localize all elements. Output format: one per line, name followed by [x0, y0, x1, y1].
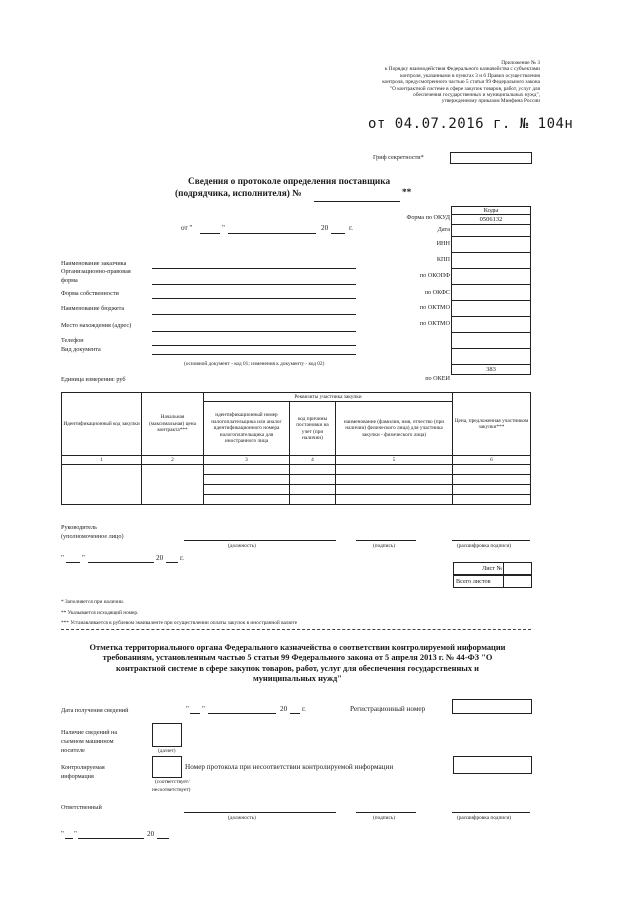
decode-field[interactable] — [452, 540, 530, 541]
resp-decode-field[interactable] — [452, 812, 530, 813]
date-code-cell[interactable] — [452, 225, 531, 237]
col-inn: идентификационный номер налогоплательщика или аналог идентификационного номера налогоплательщика для иностранного лица — [204, 402, 290, 456]
col-num: 3 — [204, 456, 290, 465]
okud-label: Форма по ОКУД — [406, 214, 450, 221]
sheets-total-field[interactable] — [503, 575, 532, 588]
date-received-label: Дата получения сведений — [61, 707, 129, 714]
okud-value[interactable]: 0506132 — [452, 215, 531, 225]
received-year-g: г. — [302, 705, 306, 713]
table-cell[interactable] — [290, 465, 336, 475]
appendix-line: "О контрактной системе в сфере закупок товаров, работ, услуг для — [389, 85, 540, 92]
doc-type-cell[interactable] — [452, 333, 531, 349]
protocol-number-box[interactable] — [453, 756, 532, 774]
treasury-title — [61, 643, 534, 684]
col-num: 1 — [62, 456, 142, 465]
resp-year-field[interactable] — [157, 838, 169, 839]
treasury-title-line: требованиям, установленным частью 5 статьи 99 Федерального закона от 5 апреля 2013 г. № 44-ФЗ "О — [102, 653, 493, 663]
table-cell[interactable] — [290, 495, 336, 505]
participant-group-header: Реквизиты участника закупки — [204, 393, 453, 402]
resp-decode-caption: (расшифровка подписи) — [457, 815, 512, 821]
media-label-2: съемном машинном — [61, 738, 114, 745]
okfs-cell[interactable] — [452, 285, 531, 301]
opf-label-2: форма — [61, 277, 78, 284]
yes-no-caption: (да/нет) — [158, 748, 176, 754]
appendix-line: обеспечения государственных и муниципальных нужд", — [413, 92, 540, 99]
received-year-prefix: 20 — [280, 705, 288, 713]
order-stamp: от 04.07.2016 г. № 104н — [368, 116, 574, 132]
col-initial-price: Начальная (максимальная) цена контракта*** — [142, 393, 204, 456]
ownership-label: Форма собственности — [61, 290, 119, 297]
date-code-label: Дата — [437, 226, 450, 233]
opf-label-1: Организационно-правовая — [61, 268, 131, 275]
sheet-number-label: Лист № — [482, 565, 503, 572]
resp-day-field[interactable] — [65, 838, 73, 839]
footnote-1: * Заполняется при наличии. — [61, 599, 125, 605]
customer-field[interactable] — [152, 268, 356, 269]
inn-cell[interactable] — [452, 237, 531, 253]
table-cell[interactable] — [62, 465, 142, 505]
appendix-line: Приложение № 3 — [501, 60, 540, 66]
blank-cell[interactable] — [452, 349, 531, 365]
resp-position-field[interactable] — [184, 812, 336, 813]
date-g: г. — [349, 224, 353, 232]
treasury-title-line: муниципальных нужд" — [253, 673, 342, 683]
doc-type-field[interactable] — [152, 354, 356, 355]
sign-day-field[interactable] — [66, 562, 80, 563]
okei-label: по ОКЕИ — [425, 375, 450, 382]
protocol-number-field[interactable] — [314, 201, 400, 202]
received-quote-2: " — [202, 705, 205, 713]
media-field[interactable] — [152, 723, 182, 747]
received-month-field[interactable] — [208, 713, 276, 714]
col-kpp: код причины постановки на учет (при наличии) — [290, 402, 336, 456]
footnote-divider — [61, 629, 531, 630]
col-offered-price: Цена, предложенная участником закупки*** — [453, 393, 531, 456]
table-cell[interactable] — [336, 465, 453, 475]
location-field-2[interactable] — [152, 345, 356, 346]
phone-label: Телефон — [61, 337, 84, 344]
budget-label: Наименование бюджета — [61, 305, 125, 312]
table-cell[interactable] — [142, 465, 204, 505]
kpp-label: КПП — [436, 256, 450, 263]
table-cell[interactable] — [453, 485, 531, 495]
okfs-label: по ОКФС — [424, 289, 450, 296]
table-cell[interactable] — [290, 485, 336, 495]
doc-title-line1: Сведения о протоколе определения поставщика — [188, 177, 391, 187]
controlled-label-1: Контролируемая — [61, 764, 105, 771]
oktmo2-label: по ОКТМО — [419, 320, 450, 327]
resp-signature-field[interactable] — [356, 812, 416, 813]
decode-caption: (расшифровка подписи) — [457, 543, 512, 549]
secrecy-label: Гриф секретности* — [373, 154, 424, 161]
inn-label: ИНН — [436, 240, 450, 247]
location-field-1[interactable] — [152, 331, 356, 332]
sign-year-field[interactable] — [166, 562, 178, 563]
sign-year-prefix: 20 — [156, 554, 164, 562]
footnote-2: ** Указывается исходящий номер. — [61, 610, 139, 616]
kpp-cell[interactable] — [452, 253, 531, 269]
head-label-2: (уполномоченное лицо) — [61, 533, 124, 540]
treasury-title-line: Отметка территориального органа Федерального казначейства о соответствии контролируемой информации — [89, 643, 506, 652]
secrecy-field[interactable] — [450, 152, 532, 164]
col-num: 4 — [290, 456, 336, 465]
conform-caption-1: (соответствует/ — [155, 779, 190, 785]
table-cell[interactable] — [204, 495, 290, 505]
unit-label: Единица измерения: руб — [61, 376, 126, 383]
conformity-field[interactable] — [152, 756, 182, 778]
col-num: 6 — [453, 456, 531, 465]
table-cell[interactable] — [204, 475, 290, 485]
signature-field[interactable] — [356, 540, 416, 541]
ownership-field[interactable] — [152, 298, 356, 299]
resp-position-caption: (должность) — [228, 815, 256, 821]
media-label-3: носителе — [61, 747, 85, 754]
resp-date-quote-1: " — [61, 830, 64, 838]
date-from: от " — [181, 224, 193, 232]
treasury-title-line: контрактной системе в сфере закупок товаров, работ, услуг для обеспечения государственных и — [116, 663, 479, 673]
codes-table — [451, 206, 531, 375]
reg-number-field[interactable] — [452, 699, 532, 714]
position-field[interactable] — [184, 540, 336, 541]
location-label: Место нахождения (адрес) — [61, 322, 132, 329]
col-name: наименование (фамилия, имя, отчество (при наличии) физического лица) для участника закупки - физического лица) — [336, 402, 453, 456]
table-cell[interactable] — [204, 485, 290, 495]
oktmo1-label: по ОКТМО — [419, 304, 450, 311]
day-field[interactable] — [200, 233, 220, 234]
appendix-block — [330, 60, 540, 105]
title-stars: ** — [402, 188, 412, 198]
footnote-3: *** Устанавливается в рублевом эквиваленте при осуществлении оплаты закупок в иностранной валюте — [61, 620, 298, 626]
okei-value[interactable]: 383 — [452, 365, 531, 375]
sheets-total-label: Всего листов — [456, 578, 491, 585]
oktmo1-cell[interactable] — [452, 301, 531, 317]
okopf-cell[interactable] — [452, 269, 531, 285]
okopf-label: по ОКОПФ — [419, 272, 450, 279]
media-label-1: Наличие сведений на — [61, 729, 118, 736]
resp-date-quote-2: " — [74, 830, 77, 838]
sign-month-field[interactable] — [88, 562, 154, 563]
head-label-1: Руководитель — [61, 524, 97, 531]
appendix-line: утвержденному приказом Минфина России — [441, 98, 540, 105]
appendix-line: к Порядку взаимодействия Федерального казначейства с субъектами — [384, 66, 540, 73]
sign-caption: (подпись) — [373, 543, 395, 549]
month-field[interactable] — [228, 233, 316, 234]
date-year-prefix: 20 — [321, 224, 329, 232]
col-num: 5 — [336, 456, 453, 465]
sign-date-quote-2: " — [82, 554, 85, 562]
doc-type-label: Вид документа — [61, 346, 101, 353]
table-cell[interactable] — [204, 465, 290, 475]
doc-title-line2: (подрядчика, исполнителя) № — [175, 189, 302, 199]
table-cell[interactable] — [336, 475, 453, 485]
col-num: 2 — [142, 456, 204, 465]
table-cell[interactable] — [336, 495, 453, 505]
position-caption: (должность) — [228, 543, 256, 549]
resp-month-field[interactable] — [78, 838, 144, 839]
appendix-line: контроля, указанными в пунктах 3 и 6 Правил осуществления — [400, 72, 540, 79]
controlled-label-2: информация — [61, 773, 94, 780]
received-quote-1: " — [186, 705, 189, 713]
received-year-field[interactable] — [290, 713, 300, 714]
year-field[interactable] — [331, 233, 345, 234]
table-cell[interactable] — [336, 485, 453, 495]
sheet-number-field[interactable] — [503, 562, 532, 575]
participant-table — [61, 392, 531, 505]
protocol-number-label: Номер протокола при несоответствии контролируемой информации — [185, 763, 394, 771]
col-purchase-code: Идентификационный код закупки — [62, 393, 142, 456]
doc-type-hint: (основной документ - код 01; изменения к документу - код 02) — [184, 361, 325, 367]
date-quote: " — [222, 224, 225, 232]
received-day-field[interactable] — [190, 713, 200, 714]
reg-number-label: Регистрационный номер — [350, 705, 426, 713]
conform-caption-2: несоответствует) — [152, 787, 191, 793]
oktmo2-cell[interactable] — [452, 317, 531, 333]
table-cell[interactable] — [453, 475, 531, 485]
opf-field[interactable] — [152, 284, 356, 285]
table-cell[interactable] — [453, 465, 531, 475]
table-cell[interactable] — [290, 475, 336, 485]
resp-sign-caption: (подпись) — [373, 815, 395, 821]
resp-year-prefix: 20 — [147, 830, 155, 838]
codes-header: Коды — [452, 207, 531, 215]
sign-year-g: г. — [180, 554, 184, 562]
budget-field[interactable] — [152, 314, 356, 315]
customer-label: Наименование заказчика — [61, 260, 127, 267]
responsible-label: Ответственный — [61, 804, 102, 811]
appendix-line: контроля, предусмотренного частью 5 статьи 99 Федерального закона — [382, 79, 540, 86]
table-cell[interactable] — [453, 495, 531, 505]
sign-date-quote-1: " — [61, 554, 64, 562]
